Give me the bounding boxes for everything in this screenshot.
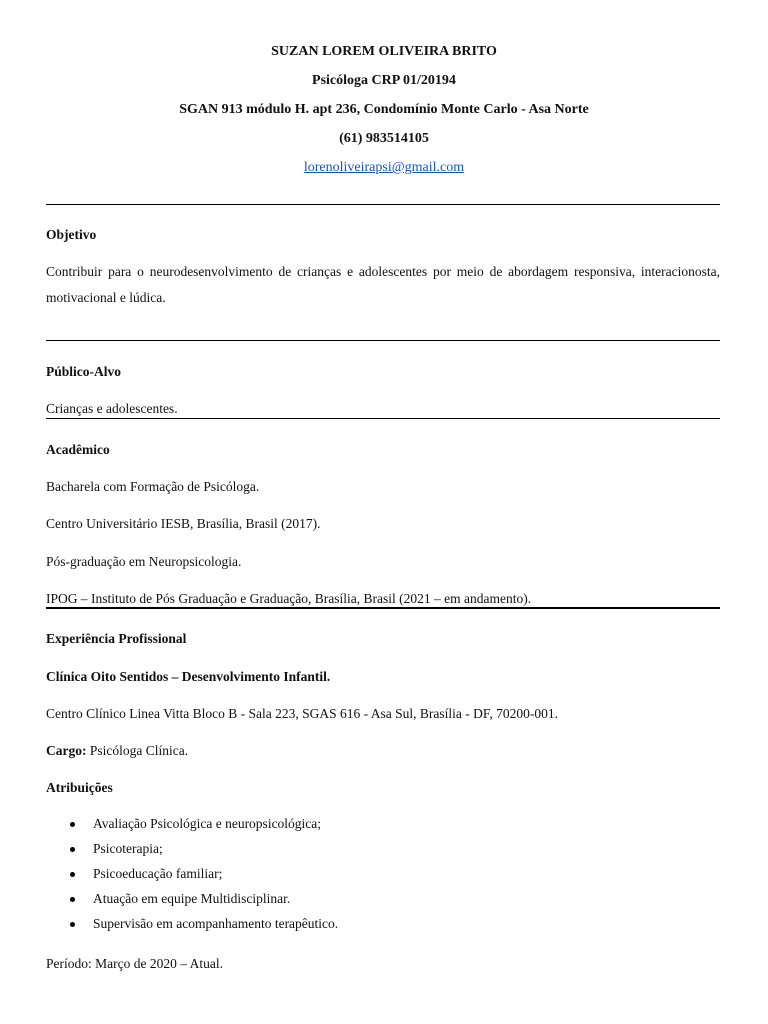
bullet-icon	[70, 847, 75, 852]
bullet-icon	[70, 872, 75, 877]
academico-item: Bacharela com Formação de Psicóloga.	[46, 479, 260, 494]
company-name: Clínica Oito Sentidos – Desenvolvimento Infantil.	[46, 669, 331, 684]
periodo-text: Período: Março de 2020 – Atual.	[46, 956, 223, 971]
company-address: Centro Clínico Linea Vitta Bloco B - Sala 223, SGAS 616 - Asa Sul, Brasília - DF, 70200-001.	[46, 706, 558, 721]
list-item-text: Psicoeducação familiar;	[93, 866, 223, 881]
resume-address: SGAN 913 módulo H. apt 236, Condomínio Monte Carlo - Asa Norte	[179, 102, 589, 117]
resume-name: SUZAN LOREM OLIVEIRA BRITO	[271, 44, 497, 59]
resume-email-row	[0, 159, 768, 177]
section-heading-academico: Acadêmico	[46, 442, 110, 457]
objetivo-text: Contribuir para o neurodesenvolvimento de crianças e adolescentes por meio de abordagem responsiva, interacionosta, motivacional e lúdica.	[46, 264, 720, 305]
list-item-text: Supervisão em acompanhamento terapêutico.	[93, 916, 339, 931]
publico-alvo-text: Crianças e adolescentes.	[46, 401, 178, 416]
section-heading-publico-alvo: Público-Alvo	[46, 364, 122, 379]
list-item-text: Atuação em equipe Multidisciplinar.	[93, 891, 291, 906]
bullet-icon	[70, 822, 75, 827]
divider	[46, 340, 720, 341]
list-item	[46, 890, 338, 915]
list-item	[46, 865, 338, 890]
divider	[46, 607, 720, 609]
bullet-icon	[70, 897, 75, 902]
list-item-text: Avaliação Psicológica e neuropsicológica;	[93, 816, 322, 831]
cargo-value: Psicóloga Clínica.	[86, 743, 189, 758]
atribuicoes-list	[46, 815, 338, 940]
bullet-icon	[70, 922, 75, 927]
cargo-line	[46, 742, 188, 760]
section-heading-experiencia: Experiência Profissional	[46, 631, 187, 646]
section-heading-objetivo: Objetivo	[46, 227, 97, 242]
list-item	[46, 915, 338, 940]
list-item-text: Psicoterapia;	[93, 841, 163, 856]
divider	[46, 204, 720, 205]
email-link[interactable]: lorenoliveirapsi@gmail.com	[303, 160, 465, 175]
cargo-label: Cargo:	[46, 743, 87, 758]
list-item	[46, 815, 338, 840]
academico-item: Pós-graduação em Neuropsicologia.	[46, 554, 242, 569]
academico-item: Centro Universitário IESB, Brasília, Brasil (2017).	[46, 516, 321, 531]
academico-item: IPOG – Instituto de Pós Graduação e Graduação, Brasília, Brasil (2021 – em andamento).	[46, 591, 532, 606]
atribuicoes-heading: Atribuições	[46, 780, 113, 795]
divider	[46, 418, 720, 419]
list-item	[46, 840, 338, 865]
resume-profession: Psicóloga CRP 01/20194	[312, 73, 456, 88]
resume-phone: (61) 983514105	[339, 131, 429, 146]
